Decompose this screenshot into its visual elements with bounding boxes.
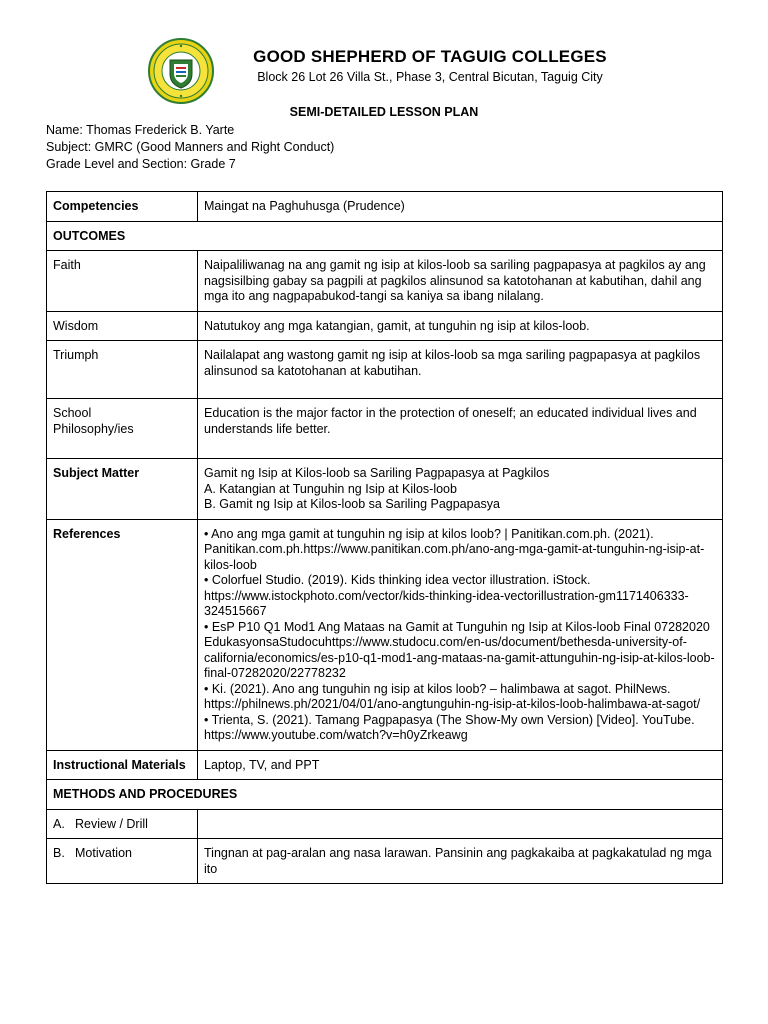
teacher-name: Name: Thomas Frederick B. Yarte bbox=[46, 123, 235, 137]
review-row bbox=[47, 809, 723, 839]
review-letter: A. bbox=[53, 816, 65, 831]
materials-label: Instructional Materials bbox=[47, 750, 198, 780]
subject-matter-label: Subject Matter bbox=[47, 459, 198, 520]
methods-header: METHODS AND PROCEDURES bbox=[47, 780, 723, 810]
reference-line: • EsP P10 Q1 Mod1 Ang Mataas na Gamit at Tunguhin ng Isip at Kilos-loob Final 07282020 bbox=[204, 619, 710, 634]
triumph-label: Triumph bbox=[47, 341, 198, 399]
subject-line: Subject: GMRC (Good Manners and Right Conduct) bbox=[46, 140, 335, 154]
review-value bbox=[198, 809, 723, 839]
reference-line: • Trienta, S. (2021). Tamang Pagpapasya (The Show-My own Version) [Video]. YouTube. bbox=[204, 712, 695, 727]
materials-value: Laptop, TV, and PPT bbox=[198, 750, 723, 780]
references-row bbox=[47, 519, 723, 750]
references-label: References bbox=[47, 519, 198, 750]
wisdom-value: Natutukoy ang mga katangian, gamit, at tunguhin ng isip at kilos-loob. bbox=[198, 311, 723, 341]
triumph-row bbox=[47, 341, 723, 399]
subject-matter-value bbox=[198, 459, 723, 520]
outcomes-header-row bbox=[47, 221, 723, 251]
motivation-label-text: Motivation bbox=[75, 846, 132, 860]
faith-value: Naipaliliwanag na ang gamit ng isip at kilos-loob sa sariling pagpapasya at pagkilos ay ang nagsisilbing gabay sa pagpili at pagkilos alinsunod sa katotohanan at kabutihan, dahil ang mga ito ang nagpapabukod-tangi sa kaniya sa ibang nilalang. bbox=[198, 251, 723, 312]
subject-matter-line: A. Katangian at Tunguhin ng Isip at Kilos-loob bbox=[204, 481, 457, 496]
subject-matter-row bbox=[47, 459, 723, 520]
motivation-value: Tingnan at pag-aralan ang nasa larawan. Pansinin ang pagkakaiba at pagkakatulad ng mga ito bbox=[198, 839, 723, 884]
wisdom-label: Wisdom bbox=[47, 311, 198, 341]
competencies-row bbox=[47, 192, 723, 222]
school-label-line-2: Philosophy/ies bbox=[53, 421, 134, 436]
motivation-row bbox=[47, 839, 723, 884]
school-philosophy-row bbox=[47, 399, 723, 459]
reference-line: kilos-loob bbox=[204, 557, 257, 572]
competencies-value: Maingat na Paghuhusga (Prudence) bbox=[198, 192, 723, 222]
reference-line: https://philnews.ph/2021/04/01/ano-angtunguhin-ng-isip-at-kilos-loob-halimbawa-at-sagot/ bbox=[204, 697, 701, 711]
review-label bbox=[47, 809, 198, 839]
motivation-letter: B. bbox=[53, 846, 65, 860]
materials-row bbox=[47, 750, 723, 780]
reference-line: https://www.youtube.com/watch?v=h0yZrkeawg bbox=[204, 728, 468, 742]
grade-line: Grade Level and Section: Grade 7 bbox=[46, 157, 236, 171]
school-address: Block 26 Lot 26 Villa St., Phase 3, Central Bicutan, Taguig City bbox=[257, 70, 603, 84]
outcomes-header: OUTCOMES bbox=[47, 221, 723, 251]
reference-line: california/economics/es-p10-q1-mod1-ang-mataas-na-gamit-attunguhin-ng-isip-at-kilos-loob- bbox=[204, 650, 715, 665]
reference-line: EdukasyonsaStudocuhttps://www.studocu.com/en-us/document/bethesda-university-of- bbox=[204, 635, 687, 649]
faith-row bbox=[47, 251, 723, 312]
references-value bbox=[198, 519, 723, 750]
review-label-text: Review / Drill bbox=[75, 816, 148, 831]
teacher-info bbox=[46, 122, 334, 173]
school-label-line-1: School bbox=[53, 406, 92, 420]
school-philosophy-label bbox=[47, 399, 198, 459]
faith-label: Faith bbox=[47, 251, 198, 312]
school-name: GOOD SHEPHERD OF TAGUIG COLLEGES bbox=[253, 47, 607, 66]
document-header bbox=[0, 0, 768, 110]
reference-line: 324515667 bbox=[204, 604, 267, 618]
subject-matter-line: Gamit ng Isip at Kilos-loob sa Sariling Pagpapasya at Pagkilos bbox=[204, 466, 550, 480]
competencies-label: Competencies bbox=[47, 192, 198, 222]
reference-line: final-07282020/22778232 bbox=[204, 666, 346, 680]
reference-line: • Ki. (2021). Ano ang tunguhin ng isip at kilos loob? – halimbawa at sagot. PhilNews. bbox=[204, 681, 671, 696]
document-title: SEMI-DETAILED LESSON PLAN bbox=[289, 105, 479, 119]
school-philosophy-value: Education is the major factor in the protection of oneself; an educated individual lives and understands life better. bbox=[198, 399, 723, 459]
reference-line: • Ano ang mga gamit at tunguhin ng isip at kilos loob? | Panitikan.com.ph. (2021). bbox=[204, 526, 654, 541]
lesson-plan-table bbox=[46, 191, 723, 884]
reference-line: Panitikan.com.ph.https://www.panitikan.com.ph/ano-ang-mga-gamit-at-tunguhin-ng-isip-at- bbox=[204, 542, 705, 556]
school-seal-logo bbox=[148, 38, 214, 104]
subject-matter-line: B. Gamit ng Isip at Kilos-loob sa Sariling Pagpapasya bbox=[204, 497, 500, 511]
reference-line: • Colorfuel Studio. (2019). Kids thinking idea vector illustration. iStock. bbox=[204, 573, 591, 587]
methods-header-row bbox=[47, 780, 723, 810]
reference-line: https://www.istockphoto.com/vector/kids-thinking-idea-vectorillustration-gm1171406333- bbox=[204, 588, 689, 603]
wisdom-row bbox=[47, 311, 723, 341]
triumph-value: Nailalapat ang wastong gamit ng isip at kilos-loob sa mga sariling pagpapasya at pagkilos alinsunod sa katotohanan at kabutihan. bbox=[198, 341, 723, 399]
motivation-label bbox=[47, 839, 198, 884]
